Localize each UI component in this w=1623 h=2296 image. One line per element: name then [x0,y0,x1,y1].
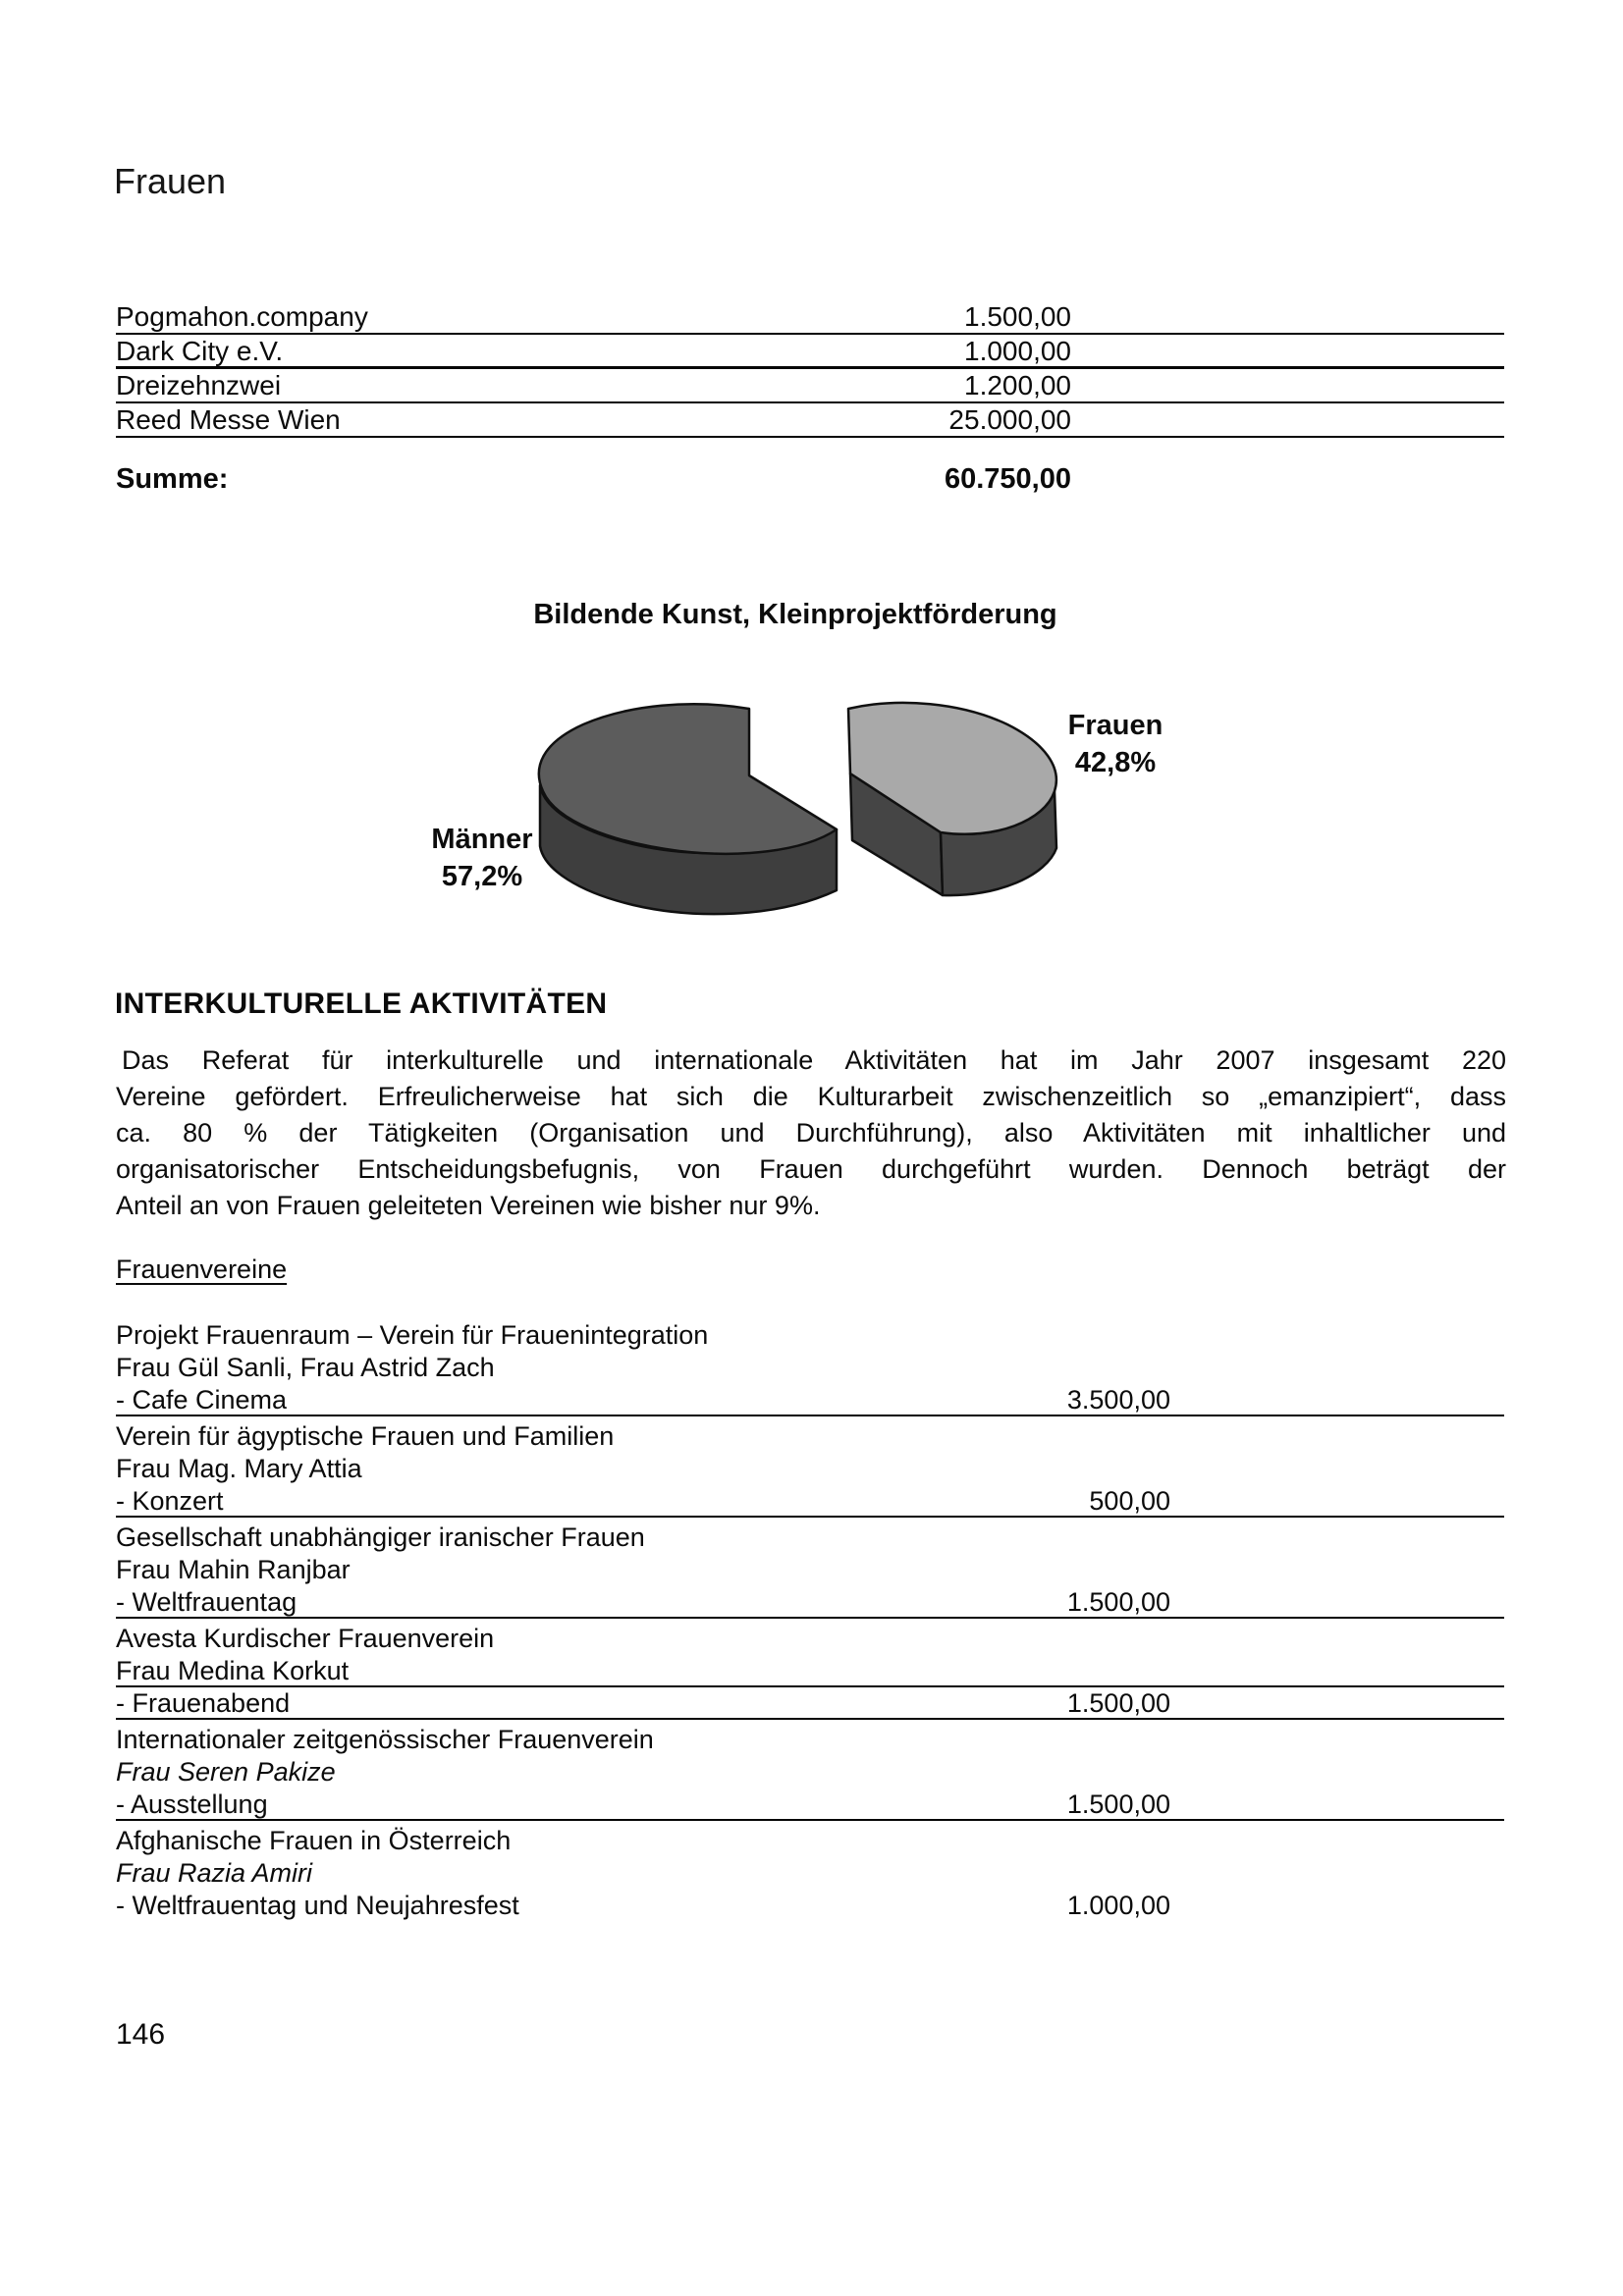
project-org: Avesta Kurdischer Frauenverein [116,1624,495,1653]
project-activity: - Weltfrauentag und Neujahresfest [116,1891,519,1920]
pie-label-frauen [1064,707,1166,781]
paragraph-line: Das Referat für interkulturelle und internationale Aktivitäten hat im Jahr 2007 insgesamt 220 [122,1045,1506,1075]
pie-label-maenner-value: 57,2% [441,861,523,892]
total-label: Summe: [116,463,229,495]
project-block [116,1522,1504,1619]
section-paragraph [116,1042,1506,1224]
project-activity-row [116,1485,1504,1518]
pie-label-maenner-name: Männer [431,824,533,855]
total-row [116,463,1504,497]
project-activity: - Cafe Cinema [116,1385,288,1415]
pie-chart [393,589,1178,982]
org-name: Reed Messe Wien [116,404,341,435]
project-org: Verein für ägyptische Frauen und Familien [116,1421,615,1451]
page-number: 146 [116,2018,166,2051]
project-block [116,1623,1504,1720]
project-block [116,1724,1504,1821]
project-amount: 3.500,00 [1066,1385,1170,1415]
project-contact: Frau Mag. Mary Attia [116,1454,362,1483]
project-org: Internationaler zeitgenössischer Frauenverein [116,1725,654,1754]
org-name: Dark City e.V. [116,336,284,366]
project-activity-row [116,1890,1504,1922]
total-amount: 60.750,00 [944,463,1071,495]
project-contact: Frau Medina Korkut [116,1655,1504,1687]
project-amount: 1.500,00 [1066,1587,1170,1617]
project-block [116,1420,1504,1518]
amount: 1.200,00 [964,370,1071,400]
project-org: Projekt Frauenraum – Verein für Frauenintegration [116,1320,709,1350]
project-amount: 1.500,00 [1066,1688,1170,1718]
table-row [116,300,1504,335]
pie-label-maenner [417,821,547,895]
amount: 25.000,00 [948,404,1071,435]
table-row [116,335,1504,369]
paragraph-line: organisatorischer Entscheidungsbefugnis, von Frauen durchgeführt wurden. Dennoch beträgt der [116,1154,1506,1184]
table-row [116,369,1504,403]
project-org: Afghanische Frauen in Österreich [116,1826,512,1855]
project-org: Gesellschaft unabhängiger iranischer Frauen [116,1522,645,1552]
paragraph-line: Vereine gefördert. Erfreulicherweise hat sich die Kulturarbeit zwischenzeitlich so „emanzipiert“, dass [116,1082,1506,1111]
table-row [116,403,1504,438]
project-list [116,1319,1504,1926]
project-activity: - Weltfrauentag [116,1587,298,1617]
project-activity: - Frauenabend [116,1688,291,1718]
project-contact: Frau Razia Amiri [116,1858,313,1888]
chart-title: Bildende Kunst, Kleinprojektförderung [533,599,1057,630]
amount: 1.500,00 [964,301,1071,332]
project-contact: Frau Gül Sanli, Frau Astrid Zach [116,1353,495,1382]
project-activity-row [116,1789,1504,1821]
section-heading: INTERKULTURELLE AKTIVITÄTEN [115,988,608,1020]
paragraph-line: Anteil an von Frauen geleiteten Vereinen wie bisher nur 9%. [116,1191,821,1220]
project-activity: - Ausstellung [116,1789,268,1819]
page-title: Frauen [114,161,227,201]
project-activity: - Konzert [116,1486,224,1516]
project-activity-row [116,1586,1504,1619]
org-name: Dreizehnzwei [116,370,282,400]
project-amount: 1.000,00 [1066,1891,1170,1920]
project-contact: Frau Mahin Ranjbar [116,1555,351,1584]
subheading-frauenvereine: Frauenvereine [116,1255,288,1284]
project-block [116,1319,1504,1416]
org-name: Pogmahon.company [116,301,368,332]
pie-label-frauen-name: Frauen [1067,710,1163,741]
pie-label-frauen-value: 42,8% [1074,747,1157,778]
project-contact: Frau Seren Pakize [116,1757,336,1787]
funding-table [116,300,1504,438]
project-activity-row [116,1687,1504,1720]
project-activity-row [116,1384,1504,1416]
project-block [116,1825,1504,1922]
project-amount: 1.500,00 [1066,1789,1170,1819]
amount: 1.000,00 [964,336,1071,366]
project-amount: 500,00 [1089,1486,1170,1516]
paragraph-line: ca. 80 % der Tätigkeiten (Organisation und Durchführung), also Aktivitäten mit inhaltlicher und [116,1118,1506,1148]
